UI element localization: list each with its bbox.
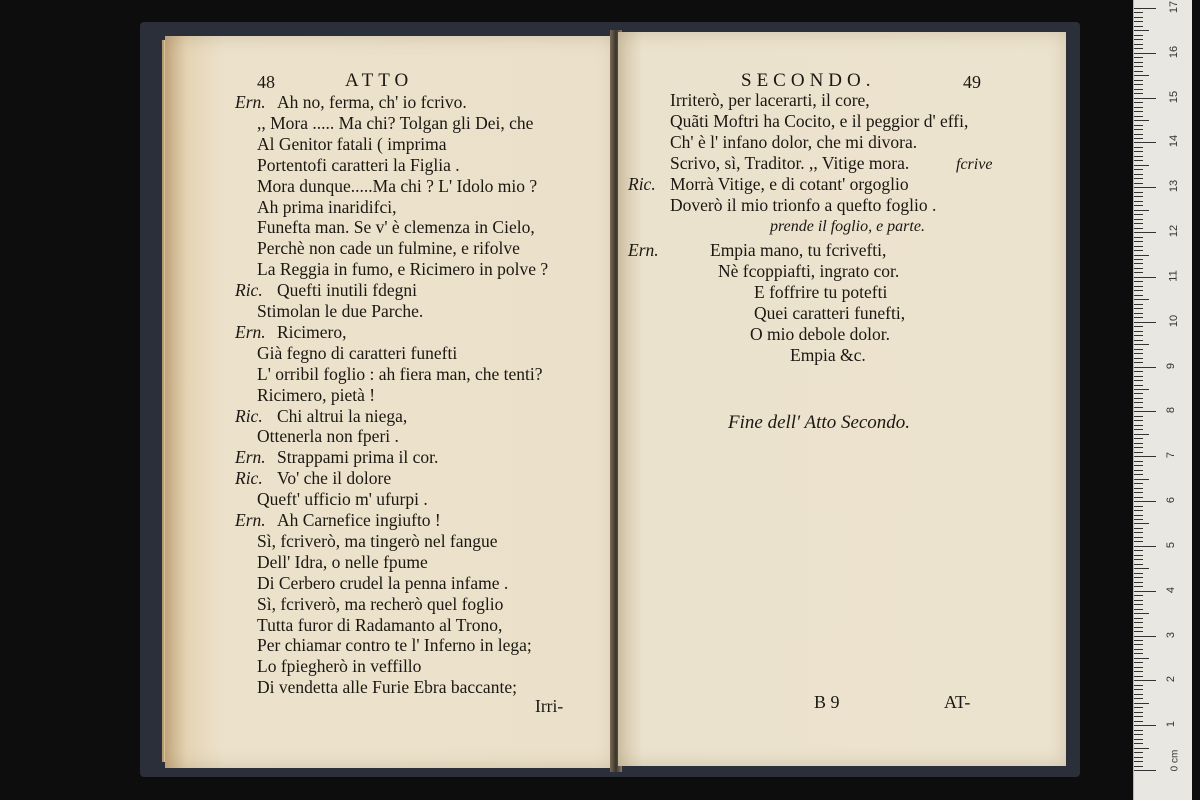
ruler-tick: [1134, 757, 1143, 758]
running-header-left: ATTO: [345, 70, 414, 91]
speaker-label: Ern.: [235, 447, 266, 468]
ruler-tick: [1134, 456, 1156, 457]
ruler-tick: [1134, 116, 1143, 117]
ruler-tick: [1134, 743, 1143, 744]
ruler-tick: [1134, 214, 1143, 215]
ruler-tick: [1134, 178, 1143, 179]
ruler-tick: [1134, 689, 1143, 690]
verse-line: Empia &c.: [790, 345, 866, 365]
ruler-tick: [1134, 739, 1143, 740]
ruler-tick: [1134, 393, 1143, 394]
catchword-left: Irri-: [535, 696, 564, 716]
verse-line: Doverò il mio trionfo a quefto foglio .: [670, 195, 937, 215]
ruler-tick: [1134, 407, 1143, 408]
ruler-tick: [1134, 483, 1143, 484]
ruler-tick: [1134, 277, 1156, 278]
ruler-tick: [1134, 770, 1156, 771]
verse-line: Empia mano, tu fcrivefti,: [710, 240, 887, 260]
ruler-tick: [1134, 546, 1156, 547]
ruler-tick: [1134, 582, 1143, 583]
ruler-tick: [1134, 398, 1143, 399]
ruler-cm-label: 3: [1165, 631, 1178, 638]
ruler-tick: [1134, 640, 1143, 641]
ruler-tick: [1134, 367, 1156, 368]
ruler-tick: [1134, 658, 1149, 659]
ruler-tick: [1134, 438, 1143, 439]
ruler-tick: [1134, 528, 1143, 529]
ruler-tick: [1134, 160, 1143, 161]
verse-line: O mio debole dolor.: [750, 324, 890, 344]
ruler-tick: [1134, 506, 1143, 507]
ruler-tick: [1134, 344, 1149, 345]
ruler-tick: [1134, 331, 1143, 332]
ruler-tick: [1134, 497, 1143, 498]
verse-line: Portentofi caratteri la Figlia .: [257, 154, 460, 175]
stage-direction-inline: fcrive: [956, 156, 993, 173]
ruler-tick: [1134, 573, 1143, 574]
ruler-tick: [1134, 577, 1143, 578]
ruler-tick: [1134, 111, 1143, 112]
ruler-cm-label: 1: [1165, 721, 1178, 728]
ruler-tick: [1134, 501, 1156, 502]
catchword-right: AT-: [944, 692, 971, 712]
ruler-tick: [1134, 474, 1143, 475]
ruler-tick: [1134, 429, 1143, 430]
ruler-tick: [1134, 290, 1143, 291]
ruler-tick: [1134, 532, 1143, 533]
ruler-tick: [1134, 187, 1156, 188]
verse-line: Quefti inutili fdegni: [277, 280, 417, 301]
verse-line: Sì, fcriverò, ma recherò quel foglio: [257, 593, 504, 614]
ruler-tick: [1134, 488, 1143, 489]
ruler-unit-label: 0 cm: [1169, 749, 1181, 772]
ruler-cm-label: 12: [1168, 224, 1181, 238]
ruler-tick: [1134, 519, 1143, 520]
ruler-tick: [1134, 30, 1149, 31]
ruler-tick: [1134, 44, 1143, 45]
ruler-tick: [1134, 259, 1143, 260]
speaker-label: Ric.: [235, 405, 263, 426]
ruler-tick: [1134, 205, 1143, 206]
ruler-tick: [1134, 452, 1143, 453]
ruler-tick: [1134, 667, 1143, 668]
ruler-tick: [1134, 622, 1143, 623]
verse-line: Già fegno di caratteri funefti: [257, 342, 458, 363]
ruler-tick: [1134, 255, 1149, 256]
ruler-tick: [1134, 362, 1143, 363]
ruler-tick: [1134, 322, 1156, 323]
ruler-tick: [1134, 537, 1143, 538]
ruler-cm-label: 6: [1165, 496, 1178, 504]
ruler-tick: [1134, 564, 1143, 565]
ruler-tick: [1134, 210, 1149, 211]
ruler-tick: [1134, 703, 1149, 704]
ruler-tick: [1134, 71, 1143, 72]
ruler-tick: [1134, 201, 1143, 202]
ruler-tick: [1134, 125, 1143, 126]
ruler-tick: [1134, 156, 1143, 157]
ruler-tick: [1134, 349, 1143, 350]
ruler-tick: [1134, 48, 1143, 49]
ruler-tick: [1134, 12, 1143, 13]
ruler-tick: [1134, 447, 1143, 448]
ruler-tick: [1134, 317, 1143, 318]
ruler-tick: [1134, 766, 1143, 767]
verse-line: Ricimero, pietà !: [257, 384, 376, 405]
ruler-tick: [1134, 138, 1143, 139]
ruler-tick: [1134, 748, 1149, 749]
ruler-tick: [1134, 613, 1149, 614]
ruler-tick: [1134, 80, 1143, 81]
verse-line: Strappami prima il cor.: [277, 447, 439, 468]
ruler-tick: [1134, 712, 1143, 713]
ruler-tick: [1134, 147, 1143, 148]
right-page: [618, 32, 1066, 766]
ruler-tick: [1134, 8, 1156, 9]
ruler-tick: [1134, 66, 1143, 67]
ruler-tick: [1134, 281, 1143, 282]
ruler-tick: [1134, 246, 1143, 247]
ruler-tick: [1134, 299, 1149, 300]
ruler-tick: [1134, 734, 1143, 735]
ruler-tick: [1134, 716, 1143, 717]
verse-line: Queft' ufficio m' ufurpi .: [257, 489, 428, 510]
ruler-tick: [1134, 443, 1143, 444]
running-header-right: SECONDO.: [741, 70, 876, 91]
ruler-tick: [1134, 232, 1156, 233]
ruler-tick: [1134, 93, 1143, 94]
ruler-tick: [1134, 134, 1143, 135]
verse-line: Lo fpiegherò in veffillo: [257, 656, 422, 677]
ruler-cm-label: 9: [1165, 362, 1178, 369]
ruler-tick: [1134, 313, 1143, 314]
ruler-tick: [1134, 662, 1143, 663]
ruler-tick: [1134, 250, 1143, 251]
ruler-tick: [1134, 84, 1143, 85]
ruler-tick: [1134, 609, 1143, 610]
ruler-tick: [1134, 326, 1143, 327]
ruler-tick: [1134, 470, 1143, 471]
ruler-tick: [1134, 604, 1143, 605]
verse-line: Funefta man. Se v' è clemenza in Cielo,: [257, 217, 535, 238]
ruler-tick: [1134, 263, 1143, 264]
ruler-tick: [1134, 286, 1143, 287]
ruler-tick: [1134, 694, 1143, 695]
ruler-tick: [1134, 17, 1143, 18]
speaker-label: Ric.: [235, 468, 263, 489]
ruler-tick: [1134, 434, 1149, 435]
ruler-tick: [1134, 671, 1143, 672]
verse-line: Perchè non cade un fulmine, e rifolve: [257, 238, 520, 259]
ruler-tick: [1134, 586, 1143, 587]
ruler-tick: [1134, 420, 1143, 421]
ruler-tick: [1134, 223, 1143, 224]
ruler-tick: [1134, 550, 1143, 551]
ruler-tick: [1134, 228, 1143, 229]
ruler-tick: [1134, 165, 1149, 166]
ruler-tick: [1134, 371, 1143, 372]
ruler-tick: [1134, 340, 1143, 341]
verse-line: ,, Mora ..... Ma chi? Tolgan gli Dei, che: [257, 112, 534, 133]
ruler-tick: [1134, 402, 1143, 403]
ruler-tick: [1134, 721, 1143, 722]
verse-line: Ricimero,: [277, 321, 347, 342]
verse-line: Per chiamar contro te l' Inferno in lega;: [257, 635, 532, 656]
ruler-tick: [1134, 57, 1143, 58]
ruler-tick: [1134, 174, 1143, 175]
ruler-tick: [1134, 26, 1143, 27]
ruler-tick: [1134, 465, 1143, 466]
ruler-tick: [1134, 411, 1156, 412]
ruler-tick: [1134, 89, 1143, 90]
verse-line: Sì, fcriverò, ma tingerò nel fangue: [257, 530, 498, 551]
speaker-label: Ern.: [235, 510, 266, 530]
verse-line: Ah Carnefice ingiufto !: [277, 510, 441, 530]
ruler-tick: [1134, 107, 1143, 108]
ruler-tick: [1134, 358, 1143, 359]
verse-line: Quei caratteri funefti,: [754, 303, 906, 323]
ruler-tick: [1134, 120, 1149, 121]
ruler-tick: [1134, 142, 1156, 143]
ruler-tick: [1134, 75, 1149, 76]
ruler-cm-label: 7: [1165, 452, 1178, 459]
verse-line: Irriterò, per lacerarti, il core,: [670, 90, 870, 110]
ruler-tick: [1134, 515, 1143, 516]
ruler-tick: [1134, 479, 1149, 480]
ruler-tick: [1134, 600, 1143, 601]
ruler-tick: [1134, 385, 1143, 386]
verse-line: Ah no, ferma, ch' io fcrivo.: [277, 92, 467, 112]
left-page: [165, 36, 615, 768]
ruler-tick: [1134, 559, 1143, 560]
ruler-tick: [1134, 653, 1143, 654]
ruler-tick: [1134, 644, 1143, 645]
verse-line: Morrà Vitige, e di cotant' orgoglio: [670, 174, 909, 194]
measuring-ruler: [1133, 0, 1192, 800]
ruler-cm-label: 15: [1168, 90, 1181, 103]
verse-line: Di Cerbero crudel la penna infame .: [257, 572, 509, 593]
ruler-tick: [1134, 730, 1143, 731]
verse-line: Dell' Idra, o nelle fpume: [257, 551, 428, 572]
verse-line: Stimolan le due Parche.: [257, 301, 424, 321]
verse-line: E foffrire tu potefti: [754, 282, 888, 302]
ruler-tick: [1134, 631, 1143, 632]
ruler-tick: [1134, 169, 1143, 170]
ruler-cm-label: 17: [1168, 0, 1181, 14]
ruler-cm-label: 13: [1168, 180, 1181, 193]
ruler-tick: [1134, 151, 1143, 152]
ruler-tick: [1134, 308, 1143, 309]
verse-line: Chi altrui la niega,: [277, 405, 408, 426]
ruler-tick: [1134, 510, 1143, 511]
ruler-cm-label: 11: [1167, 270, 1180, 282]
ruler-tick: [1134, 676, 1143, 677]
ruler-tick: [1134, 380, 1143, 381]
verse-line: Nè fcoppiafti, ingrato cor.: [718, 261, 900, 281]
ruler-tick: [1134, 272, 1143, 273]
ruler-tick: [1134, 268, 1143, 269]
ruler-tick: [1134, 725, 1156, 726]
speaker-label: Ric.: [628, 174, 656, 194]
ruler-tick: [1134, 39, 1143, 40]
ruler-tick: [1134, 636, 1156, 637]
verse-line: Ch' è l' infano dolor, che mi divora.: [670, 132, 918, 152]
speaker-label: Ern.: [235, 92, 266, 112]
ruler-tick: [1134, 591, 1156, 592]
ruler-cm-label: 2: [1165, 676, 1178, 683]
ruler-tick: [1134, 237, 1143, 238]
ruler-tick: [1134, 461, 1143, 462]
speaker-label: Ern.: [628, 240, 659, 260]
ruler-cm-label: 5: [1165, 541, 1178, 548]
ruler-tick: [1134, 649, 1143, 650]
ruler-tick: [1134, 680, 1156, 681]
ruler-tick: [1134, 555, 1143, 556]
ruler-tick: [1134, 192, 1143, 193]
ruler-tick: [1134, 752, 1143, 753]
speaker-label: Ric.: [235, 280, 263, 301]
ruler-cm-label: 16: [1168, 45, 1181, 58]
ruler-tick: [1134, 335, 1143, 336]
verse-line: Quãti Moftri ha Cocito, e il peggior d' effi,: [670, 111, 969, 131]
verse-line: La Reggia in fumo, e Ricimero in polve ?: [257, 259, 549, 280]
ruler-tick: [1134, 62, 1143, 63]
verse-line: Al Genitor fatali ( imprima: [257, 133, 447, 154]
ruler-tick: [1134, 295, 1143, 296]
ruler-tick: [1134, 523, 1149, 524]
page-number-left: 48: [257, 72, 275, 92]
ruler-tick: [1134, 129, 1143, 130]
verse-line: Ottenerla non fperi .: [257, 426, 399, 447]
ruler-cm-label: 4: [1165, 586, 1178, 593]
ruler-tick: [1134, 541, 1143, 542]
ruler-tick: [1134, 304, 1143, 305]
ruler-cm-label: 8: [1165, 407, 1178, 414]
verse-line: L' orribil foglio : ah fiera man, che tenti?: [257, 363, 543, 384]
act-end-title: Fine dell' Atto Secondo.: [728, 412, 911, 433]
ruler-tick: [1134, 98, 1156, 99]
speaker-label: Ern.: [235, 321, 266, 342]
verse-line: Vo' che il dolore: [277, 468, 392, 489]
ruler-tick: [1134, 425, 1143, 426]
ruler-cm-label: 10: [1168, 314, 1181, 327]
verse-line: Di vendetta alle Furie Ebra baccante;: [257, 677, 517, 698]
ruler-tick: [1134, 21, 1143, 22]
ruler-tick: [1134, 618, 1143, 619]
ruler-tick: [1134, 389, 1149, 390]
ruler-cm-label: 14: [1168, 135, 1181, 148]
ruler-tick: [1134, 102, 1143, 103]
verse-line: Scrivo, sì, Traditor. ,, Vitige mora.: [670, 153, 910, 173]
ruler-tick: [1134, 685, 1143, 686]
verse-line: Mora dunque.....Ma chi ? L' Idolo mio ?: [257, 175, 538, 196]
ruler-tick: [1134, 627, 1143, 628]
ruler-tick: [1134, 241, 1143, 242]
ruler-tick: [1134, 595, 1143, 596]
ruler-tick: [1134, 35, 1143, 36]
ruler-tick: [1134, 707, 1143, 708]
ruler-tick: [1134, 183, 1143, 184]
verse-line: Tutta furor di Radamanto al Trono,: [257, 614, 503, 635]
page-number-right: 49: [963, 72, 981, 92]
ruler-tick: [1134, 219, 1143, 220]
ruler-tick: [1134, 53, 1156, 54]
ruler-tick: [1134, 698, 1143, 699]
ruler-tick: [1134, 416, 1143, 417]
ruler-tick: [1134, 761, 1143, 762]
ruler-tick: [1134, 196, 1143, 197]
ruler-tick: [1134, 492, 1143, 493]
ruler-tick: [1134, 353, 1143, 354]
ruler-tick: [1134, 376, 1143, 377]
signature-mark: B 9: [814, 692, 840, 712]
stage-direction: prende il foglio, e parte.: [770, 218, 925, 235]
ruler-tick: [1134, 568, 1149, 569]
verse-line: Ah prima inaridifci,: [257, 196, 397, 217]
